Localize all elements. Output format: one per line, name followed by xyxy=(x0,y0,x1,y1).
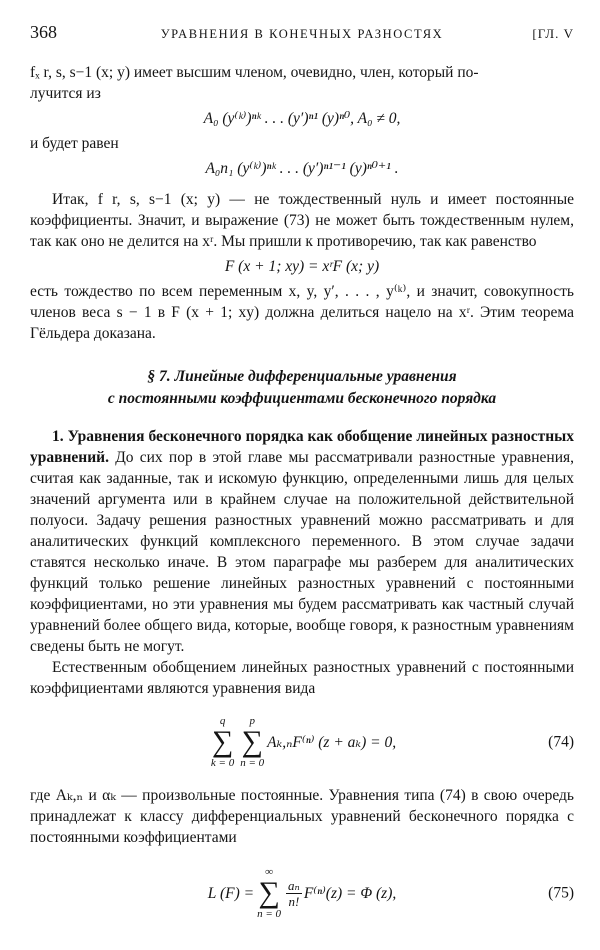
section-heading xyxy=(30,366,574,410)
sum-k-lower: k = 0 xyxy=(210,757,235,769)
subsection-heading: 1. Уравнения бесконечного порядка как обобщение линейных разностных уравнений. xyxy=(30,428,574,466)
sum-lower: n = 0 xyxy=(257,908,282,920)
sum-n xyxy=(257,866,281,920)
formula-a: A₀ (y⁽ᵏ⁾)ⁿᵏ . . . (y′)ⁿ¹ (y)ⁿ⁰, A₀ ≠ 0, xyxy=(203,110,401,127)
equation-75 xyxy=(30,854,574,932)
sigma-symbol: ∑ xyxy=(241,725,263,758)
chapter-label: [ГЛ. V xyxy=(532,26,574,41)
paragraph: Итак, f r, s, s−1 (x; y) — не тождественный нуль и имеет постоянные коэффициенты. Значит, и выражение (73) не может быть тождественным нулем, так как оно не делится на xʳ. Мы пришли к противоречию, так как равенство xyxy=(30,191,574,250)
paragraph: и будет равен xyxy=(30,135,119,152)
sum-k-upper: q xyxy=(219,715,226,727)
fraction-numerator: aₙ xyxy=(288,877,300,893)
sum-upper: ∞ xyxy=(265,866,273,878)
equation-75-rhs: F⁽ⁿ⁾(z) = Φ (z), xyxy=(303,884,397,902)
sum-n xyxy=(240,715,264,769)
page-header xyxy=(30,22,574,48)
section-heading-line: § 7. Линейные дифференциальные уравнения xyxy=(147,368,457,385)
equation-75-lhs: L (F) = xyxy=(207,884,255,902)
paragraph: где Aₖ,ₙ и αₖ — произвольные постоянные. Уравнения типа (74) в свою очередь принадлежат к классу дифференциальных уравнений бесконечного порядка с постоянными коэффициентами xyxy=(30,787,574,846)
subsection-paragraph xyxy=(30,426,574,657)
equation-74 xyxy=(30,705,574,779)
formula-b: A₀n₁ (y⁽ᵏ⁾)ⁿᵏ . . . (y′)ⁿ¹⁻¹ (y)ⁿ⁰⁺¹ . xyxy=(205,160,399,177)
fraction xyxy=(286,878,302,909)
sum-k xyxy=(211,715,234,769)
page-number: 368 xyxy=(30,22,57,42)
formula-c: F (x + 1; xy) = xʳF (x; y) xyxy=(224,258,380,275)
double-sum xyxy=(208,715,396,769)
sigma-symbol: ∑ xyxy=(211,725,234,758)
fraction-denominator: n! xyxy=(288,893,300,909)
running-title: УРАВНЕНИЯ В КОНЕЧНЫХ РАЗНОСТЯХ xyxy=(160,27,444,41)
paragraph: Естественным обобщением линейных разностных уравнений с постоянными коэффициентами являются уравнения вида xyxy=(30,659,574,697)
paragraph-line: fₓ r, s, s−1 (x; y) имеет высшим членом, очевидно, член, который по- xyxy=(30,64,479,81)
sum-n-upper: p xyxy=(249,715,255,727)
sum-n-lower: n = 0 xyxy=(240,757,265,769)
paragraph-line: лучится из xyxy=(30,85,101,102)
equation-number: (74) xyxy=(548,733,574,751)
sigma-symbol: ∑ xyxy=(258,876,280,909)
equation-74-term: Aₖ,ₙF⁽ⁿ⁾ (z + aₖ) = 0, xyxy=(267,733,397,751)
section-heading-line: с постоянными коэффициентами бесконечного порядка xyxy=(107,390,497,407)
equation-75-body xyxy=(208,866,397,920)
subsection-text: До сих пор в этой главе мы рассматривали разностные уравнения, считая как заданные, так и искомую функцию, определенными лишь для целых значений аргумента или в крайнем случае на положительной действительной полуоси. Задачу решения разностных уравнений можно рассматривать и для аналитических функций комплексного переменного. В этом случае задачи ставятся несколько иначе. В этом параграфе мы разберем для аналитических функций только решение линейных разностных уравнений с постоянными коэффициентами, но эти уравнения мы будем рассматривать как частный случай уравнений более общего вида, которые, вообще говоря, к разностным уравнениям сведены быть не могут. xyxy=(30,449,575,655)
equation-number: (75) xyxy=(548,884,574,902)
paragraph: есть тождество по всем переменным x, y, y′, . . . , y⁽ᵏ⁾, и значит, совокупность членов веса s − 1 в F (x + 1; xy) должна делиться нацело на xʳ. Этим теорема Гёльдера доказана. xyxy=(30,283,574,342)
